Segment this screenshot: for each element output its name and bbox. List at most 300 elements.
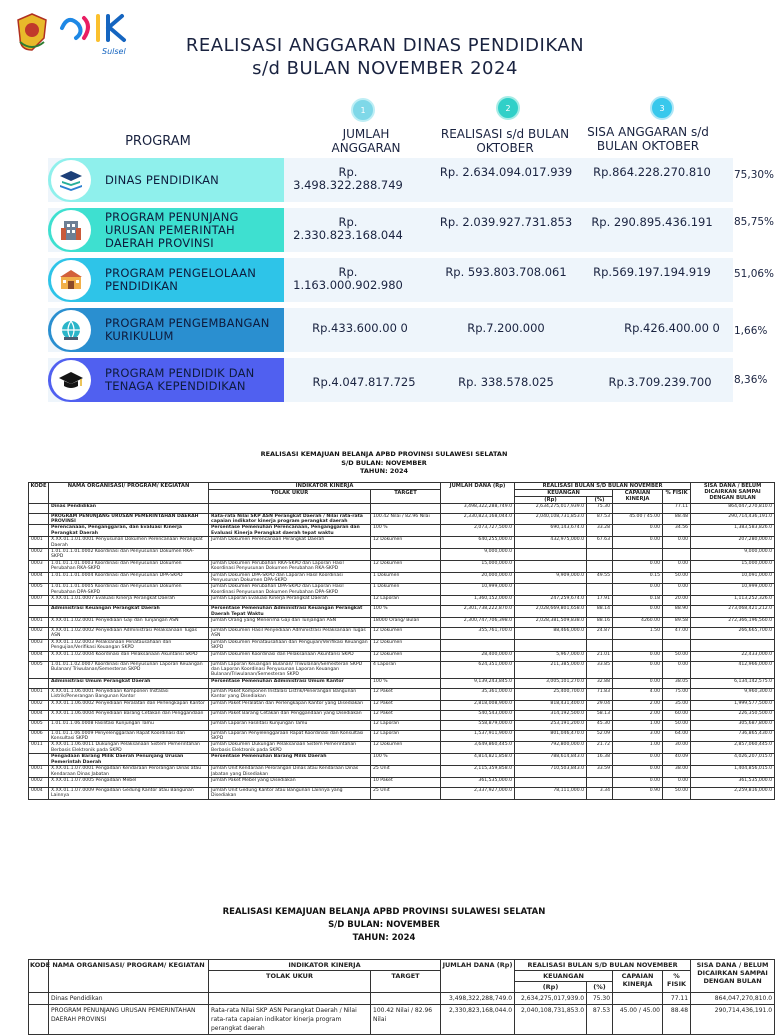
row-capaian: 0.00 <box>613 537 663 549</box>
row-realisasi-rp: 253,191,200.0 <box>515 720 587 730</box>
row-capaian: 1.00 <box>613 720 663 730</box>
row-tolak-ukur: Jumlah Dokumen DPA-SKPD dan Laporan Hasil Koordinasi Penyusunan Dokumen DPA-SKPD <box>209 572 371 584</box>
page-title <box>140 34 630 80</box>
program-name: PROGRAM PENGEMBANGAN KURIKULUM <box>105 316 270 343</box>
row-target: 1 Dokumen <box>371 584 441 596</box>
row-jumlah-dana: 9,000,000.0 <box>441 548 515 560</box>
row-tolak-ukur: Jumlah Dokumen Perencanaan Perangkat Daerah <box>209 537 371 549</box>
row-capaian: 3.00 <box>613 730 663 742</box>
row-realisasi-persen: 3.34 <box>587 787 613 799</box>
row-jumlah-dana: 361,535,000.0 <box>441 777 515 787</box>
row-tolak-ukur: Jumlah Paket Barang Cetakan dan Penggandaan yang Disediakan <box>209 710 371 720</box>
row-tolak-ukur: Persentase Pemenuhan Barang Milik Daerah <box>209 754 371 766</box>
table-row <box>29 710 775 720</box>
row-target: 100 % <box>371 606 441 618</box>
row-realisasi-persen: 33.28 <box>587 525 613 537</box>
row-jumlah-dana: 2,337,927,000.0 <box>441 787 515 799</box>
table-row <box>29 700 775 710</box>
report-title <box>0 898 768 945</box>
row-fisik: 0.00 <box>663 584 691 596</box>
row-nama: X.XX.01.1.06.0011 Dukungan Pelaksanaan Sistem Pemerintahan Berbasis Elektronik pada SKPD <box>49 742 209 754</box>
table-row <box>29 584 775 596</box>
row-tolak-ukur: Jumlah Dokumen Dukungan Pelaksanaan Sistem Pemerintahan Berbasis Elektronik pada SKPD <box>209 742 371 754</box>
row-target: 12 Dokumen <box>371 628 441 640</box>
row-sisa: 226,350,500.0 <box>691 710 775 720</box>
row-nama: Administrasi Umum Perangkat Daerah <box>49 678 209 688</box>
row-nama: X.XX.01.1.02.0004 Koordinasi dan Pelaksanaan Akuntansi SKPD <box>49 651 209 661</box>
row-nama: Pengadaan Barang Milik Daerah Penunjang Urusan Pemerintah Daerah <box>49 754 209 766</box>
program-pill-dinas-pendidikan <box>48 158 284 202</box>
row-capaian: 0.00 <box>613 560 663 572</box>
row-nama: Administrasi Keuangan Perangkat Daerah <box>49 606 209 618</box>
row-capaian <box>613 548 663 560</box>
row-realisasi-persen: 71.83 <box>587 688 613 700</box>
row-realisasi-rp <box>515 777 587 787</box>
row-realisasi-rp: 818,431,400.0 <box>515 700 587 710</box>
row-fisik: 0.00 <box>663 661 691 678</box>
program-pill-kurikulum <box>48 308 284 352</box>
row-jumlah-dana: 2,330,823,168,044.0 <box>441 513 515 525</box>
row-target: 12 Paket <box>371 710 441 720</box>
program-name: DINAS PENDIDIKAN <box>105 172 219 187</box>
table-row <box>29 777 775 787</box>
column-header-jumlah: JUMLAH ANGGARAN <box>331 127 401 155</box>
row-realisasi-persen: 52.09 <box>587 730 613 742</box>
header-persen: (%) <box>587 496 613 503</box>
row-fisik: 0.00 <box>663 537 691 549</box>
row-capaian: 4.00 <box>613 688 663 700</box>
row-fisik: 88.90 <box>663 606 691 618</box>
row-nama: X.XX.01.1.06.0002 Penyediaan Peralatan dan Perlengkapan Kantor <box>49 700 209 710</box>
row-sisa: 2,857,060,445.0 <box>691 742 775 754</box>
row-target: 100 % <box>371 525 441 537</box>
row-jumlah-dana: 624,351,000.0 <box>441 661 515 678</box>
row-jumlah-dana: 35,361,000.0 <box>441 688 515 700</box>
realisasi-percent: 1,66% <box>734 325 768 337</box>
row-jumlah-dana <box>441 639 515 651</box>
row-tolak-ukur: Jumlah Laporan Fasilitasi Kunjungan Tamu <box>209 720 371 730</box>
row-capaian: 0.15 <box>613 572 663 584</box>
row-sisa: 22,433,000.0 <box>691 651 775 661</box>
header-rp: (Rp) <box>515 496 587 503</box>
row-tolak-ukur: Jumlah Dokumen Perubahan DPA-SKPD dan Laporan Hasil Koordinasi Penyusunan Dokumen Perubahan DPA-SKPD <box>209 584 371 596</box>
realisasi-value: Rp. 593.803.708.061 <box>445 265 567 279</box>
realisasi-value: Rp. 2.634.094.017.939 <box>439 165 573 179</box>
program-name: PROGRAM PENDIDIK DAN TENAGA KEPENDIDIKAN <box>105 366 255 393</box>
report-title-line-3: TAHUN: 2024 <box>359 467 409 475</box>
row-target: 100 % <box>371 678 441 688</box>
row-sisa: 10,999,000.0 <box>691 584 775 596</box>
header-indikator: INDIKATOR KINERJA <box>209 960 441 971</box>
row-realisasi-rp: 3,005,101,270.0 <box>515 678 587 688</box>
row-sisa: 864,047,270,810.0 <box>691 503 775 513</box>
row-kode: 0002 <box>29 700 49 710</box>
row-kode <box>29 1005 49 1035</box>
row-capaian: 0.00 <box>613 678 663 688</box>
row-tolak-ukur <box>209 993 371 1005</box>
row-realisasi-rp: 788,614,843.0 <box>515 754 587 766</box>
table-row <box>29 596 775 606</box>
row-nama: X.XX.01.1.01.0007 Evaluasi Kinerja Perangkat Daerah <box>49 596 209 606</box>
row-realisasi-rp: 9,909,000.0 <box>515 572 587 584</box>
row-realisasi-persen: 75.30 <box>587 993 613 1005</box>
report-title <box>0 440 768 476</box>
column-header-realisasi: REALISASI s/d BULAN OKTOBER <box>440 127 570 155</box>
row-sisa: 272,366,196,560.0 <box>691 618 775 628</box>
row-realisasi-persen <box>587 639 613 651</box>
row-sisa: 10,091,000.0 <box>691 572 775 584</box>
row-tolak-ukur: Rata-rata Nilai SKP ASN Perangkat Daerah / Nilai rata-rata capaian indikator kinerja program perangkat daerah <box>209 1005 371 1035</box>
table-row <box>29 766 775 778</box>
row-target: 1 Dokumen <box>371 572 441 584</box>
row-realisasi-persen: 45.30 <box>587 720 613 730</box>
row-realisasi-persen: 16.38 <box>587 754 613 766</box>
jumlah-anggaran-value: Rp.4.047.817.725 <box>312 375 416 389</box>
row-realisasi-persen: 17.91 <box>587 596 613 606</box>
header-capaian: CAPAIAN KINERJA <box>613 489 663 503</box>
row-kode: 0001 <box>29 688 49 700</box>
row-target: 12 Dokumen <box>371 537 441 549</box>
row-nama: 1.01.01.1.01.0005 Koordinasi dan Penyusunan Dokumen Perubahan DPA-SKPD <box>49 584 209 596</box>
row-sisa: 290,714,436,191.0 <box>691 1005 775 1035</box>
row-target: 12 Dokumen <box>371 651 441 661</box>
row-fisik: 60.00 <box>663 710 691 720</box>
row-kode: 0004 <box>29 572 49 584</box>
table-row <box>29 787 775 799</box>
header-jumlah-dana: JUMLAH DANA (Rp) <box>441 960 515 993</box>
row-nama: X.XX.01.1.07.0005 Pengadaan Mebel <box>49 777 209 787</box>
row-nama: Dinas Pendidikan <box>49 993 209 1005</box>
header-capaian: CAPAIAN KINERJA <box>613 971 663 993</box>
row-fisik: 38.00 <box>663 766 691 778</box>
row-target <box>371 503 441 513</box>
row-realisasi-rp: 2,028,381,509,838.0 <box>515 618 587 628</box>
row-capaian: 45.00 / 45.00 <box>613 1005 663 1035</box>
row-capaian: 0.00 <box>613 525 663 537</box>
row-fisik: 77.11 <box>663 993 691 1005</box>
row-realisasi-rp: 2,634,275,017,939.0 <box>515 503 587 513</box>
row-capaian: 1.50 <box>613 628 663 640</box>
row-capaian: 0.18 <box>613 596 663 606</box>
jumlah-anggaran-value: Rp.433.600.00 0 <box>312 321 408 335</box>
row-kode <box>29 993 49 1005</box>
school-icon <box>51 260 91 300</box>
sisa-anggaran-value: Rp.569.197.194.919 <box>593 265 711 279</box>
row-tolak-ukur: Persentase Pemenuhan Perencanaan, Penganggaran dan Evaluasi Kinerja Perangkat daerah tepat waktu <box>209 525 371 537</box>
row-jumlah-dana: 540,543,000.0 <box>441 710 515 720</box>
header-fisik: % FISIK <box>663 489 691 503</box>
row-target: 12 Laporan <box>371 596 441 606</box>
header-nama: NAMA ORGANISASI/ PROGRAM/ KEGIATAN <box>49 960 209 993</box>
program-name: PROGRAM PENGELOLAAN PENDIDIKAN <box>105 266 257 293</box>
jumlah-anggaran-value: Rp. 2.330.823.168.044 <box>293 215 403 242</box>
row-realisasi-persen: 58.13 <box>587 710 613 720</box>
row-tolak-ukur: Jumlah Laporan Penyelenggaraan Rapat Koordinasi dan Konsultasi SKPD <box>209 730 371 742</box>
row-nama: PROGRAM PENUNJANG URUSAN PEMERINTAHAN DAERAH PROVINSI <box>49 1005 209 1035</box>
row-kode: 0005 <box>29 661 49 678</box>
row-capaian: 0.90 <box>613 787 663 799</box>
row-jumlah-dana: 2,818,008,900.0 <box>441 700 515 710</box>
row-fisik: 34.56 <box>663 525 691 537</box>
row-tolak-ukur <box>209 503 371 513</box>
table-row <box>29 513 775 525</box>
row-realisasi-persen: 33.85 <box>587 661 613 678</box>
row-nama: 1.01.01.1.01.0003 Koordinasi dan Penyusunan Dokumen Perubahan RKA-SKPD <box>49 560 209 572</box>
row-realisasi-rp <box>515 584 587 596</box>
row-fisik: 40.09 <box>663 754 691 766</box>
report-title-line-1: REALISASI KEMAJUAN BELANJA APBD PROVINSI SULAWESI SELATAN <box>222 907 546 917</box>
row-kode: 0011 <box>29 742 49 754</box>
row-fisik: 35.00 <box>663 700 691 710</box>
row-target: 12 Dokumen <box>371 639 441 651</box>
row-capaian: 4260.00 <box>613 618 663 628</box>
column-1-number: 1 <box>360 105 366 115</box>
row-sisa: 1,999,577,500.0 <box>691 700 775 710</box>
row-fisik: 38.05 <box>663 678 691 688</box>
row-realisasi-persen: 49.55 <box>587 572 613 584</box>
row-jumlah-dana: 2,115,359,858.0 <box>441 766 515 778</box>
program-pill-pengelolaan <box>48 258 284 302</box>
row-kode: 0004 <box>29 787 49 799</box>
row-tolak-ukur: Jumlah Unit Gedung Kantor atau Bangunan Lainnya yang Disediakan <box>209 787 371 799</box>
row-realisasi-rp: 432,975,000.0 <box>515 537 587 549</box>
row-kode: 0003 <box>29 560 49 572</box>
header-keuangan: KEUANGAN <box>515 489 613 496</box>
row-realisasi-rp <box>515 560 587 572</box>
row-kode: 0001 <box>29 537 49 549</box>
program-pill-pendidik <box>48 358 284 402</box>
row-jumlah-dana: 3,649,860,445.0 <box>441 742 515 754</box>
row-capaian: 0.00 <box>613 651 663 661</box>
row-jumlah-dana: 15,000,000.0 <box>441 560 515 572</box>
row-target: 12 Laporan <box>371 730 441 742</box>
column-header-program: PROGRAM <box>125 134 191 149</box>
row-kode: 0001 <box>29 618 49 628</box>
title-line-1: REALISASI ANGGARAN DINAS PENDIDIKAN <box>185 35 585 56</box>
row-target: 100.42 Nilai / 82.96 Nilai <box>371 1005 441 1035</box>
building-icon <box>51 210 91 250</box>
realisasi-value: Rp.7.200.000 <box>467 321 545 335</box>
row-realisasi-persen: 88.16 <box>587 618 613 628</box>
table-row <box>29 1005 775 1035</box>
row-realisasi-rp: 78,111,000.0 <box>515 787 587 799</box>
row-nama: X.XX.01.1.02.0002 Penyediaan Administrasi Pelaksanaan Tugas ASN <box>49 628 209 640</box>
title-line-2: s/d BULAN NOVEMBER 2024 <box>252 58 518 79</box>
row-realisasi-persen: 24.87 <box>587 628 613 640</box>
row-kode <box>29 754 49 766</box>
row-target: 25 Unit <box>371 787 441 799</box>
table-row <box>29 742 775 754</box>
row-jumlah-dana: 2,300,747,706,398.0 <box>441 618 515 628</box>
row-realisasi-persen: 29.04 <box>587 700 613 710</box>
row-nama: Perencanaan, Penganggaran, dan Evaluasi Kinerja Perangkat Daerah <box>49 525 209 537</box>
column-header-sisa: SISA ANGGARAN s/d BULAN OKTOBER <box>587 125 709 153</box>
row-tolak-ukur: Jumlah Orang yang Menerima Gaji dan Tunjangan ASN <box>209 618 371 628</box>
header-target: TARGET <box>371 489 441 503</box>
education-icon <box>51 160 91 200</box>
header-sisa: SISA DANA / BELUM DICAIRKAN SAMPAI DENGAN BULAN <box>691 960 775 993</box>
program-name: PROGRAM PENUNJANG URUSAN PEMERINTAH DAERAH PROVINSI <box>105 209 239 250</box>
row-sisa: 2,259,816,000.0 <box>691 787 775 799</box>
row-kode: 0004 <box>29 651 49 661</box>
row-kode <box>29 503 49 513</box>
row-realisasi-rp: 88,466,000.0 <box>515 628 587 640</box>
row-sisa: 361,535,000.0 <box>691 777 775 787</box>
row-realisasi-rp: 2,634,275,017,939.0 <box>515 993 587 1005</box>
row-fisik: 64.00 <box>663 730 691 742</box>
row-jumlah-dana: 1,537,911,900.0 <box>441 730 515 742</box>
row-target: 12 Dokumen <box>371 742 441 754</box>
realisasi-percent: 8,36% <box>734 374 768 386</box>
table-row <box>29 525 775 537</box>
row-kode: 0002 <box>29 548 49 560</box>
report-section-2 <box>0 898 773 1032</box>
row-jumlah-dana: 20,000,000.0 <box>441 572 515 584</box>
row-nama: X.XX.01.1.06.0004 Penyediaan Barang Cetakan dan Penggandaan <box>49 710 209 720</box>
row-jumlah-dana: 558,879,000.0 <box>441 720 515 730</box>
table-row <box>29 651 775 661</box>
row-realisasi-rp: 690,143,674.0 <box>515 525 587 537</box>
row-sisa: 864,047,270,810.0 <box>691 993 775 1005</box>
row-capaian <box>613 993 663 1005</box>
row-fisik: 77.11 <box>663 503 691 513</box>
row-tolak-ukur: Persentase Pemenuhan Administrasi Keuangan Perangkat Daerah Tepat Waktu <box>209 606 371 618</box>
row-tolak-ukur: Jumlah Dokumen Koordinasi dan Pelaksanaan Akuntansi SKPD <box>209 651 371 661</box>
row-sisa: 736,865,430.0 <box>691 730 775 742</box>
header-realisasi: REALISASI BULAN S/D BULAN NOVEMBER <box>515 960 691 971</box>
row-tolak-ukur: Jumlah Laporan Evaluasi Kinerja Perangkat Daerah <box>209 596 371 606</box>
row-realisasi-persen: 67.63 <box>587 537 613 549</box>
row-realisasi-rp: 801,046,470.0 <box>515 730 587 742</box>
row-realisasi-persen <box>587 584 613 596</box>
row-nama: X.XX.01.1.02.0001 Penyediaan Gaji dan Tunjangan ASN <box>49 618 209 628</box>
row-sisa: 1,404,856,015.0 <box>691 766 775 778</box>
row-nama: X.XX.01.1.02.0003 Pelaksanaan Penatausahaan dan Pengujian/Verifikasi Keuangan SKPD <box>49 639 209 651</box>
header-kode: KODE <box>29 960 49 993</box>
row-kode: 0007 <box>29 596 49 606</box>
row-realisasi-persen: 32.88 <box>587 678 613 688</box>
row-capaian: 1.00 <box>613 742 663 754</box>
table-row <box>29 688 775 700</box>
row-sisa: 305,687,800.0 <box>691 720 775 730</box>
row-capaian: 2.00 <box>613 710 663 720</box>
realisasi-percent: 85,75% <box>734 216 775 228</box>
row-tolak-ukur: Jumlah Paket Komponen Instalasi Listrik/Penerangan Bangunan Kantor yang Disediakan <box>209 688 371 700</box>
realisasi-percent: 51,06% <box>734 268 775 280</box>
report-section-1 <box>0 440 773 910</box>
row-sisa: 290,714,436,191.0 <box>691 513 775 525</box>
row-fisik: 50.00 <box>663 720 691 730</box>
sisa-anggaran-value: Rp.3.709.239.700 <box>608 375 712 389</box>
row-tolak-ukur: Jumlah Paket Peralatan dan Perlengkapan Kantor yang Disediakan <box>209 700 371 710</box>
row-kode <box>29 606 49 618</box>
table-row <box>29 661 775 678</box>
row-tolak-ukur <box>209 548 371 560</box>
row-jumlah-dana: 2,073,727,500.0 <box>441 525 515 537</box>
report-title-line-3: TAHUN: 2024 <box>352 933 416 943</box>
row-target: 12 Laporan <box>371 720 441 730</box>
column-3-number: 3 <box>659 103 665 113</box>
row-sisa: 1,113,252,326.0 <box>691 596 775 606</box>
table-row <box>29 754 775 766</box>
table-row <box>29 720 775 730</box>
program-pill-penunjang <box>48 208 284 252</box>
table-row <box>29 628 775 640</box>
header-rp: (Rp) <box>515 982 587 993</box>
row-tolak-ukur: Jumlah Unit Kendaraan Perorangan Dinas atau Kendaraan Dinas Jabatan yang Disediakan <box>209 766 371 778</box>
row-realisasi-persen: 87.53 <box>587 513 613 525</box>
sisa-anggaran-value: Rp.864.228.270.810 <box>593 165 711 179</box>
budget-report-table <box>28 959 775 1035</box>
row-realisasi-rp: 710,503,843.0 <box>515 766 587 778</box>
row-target: 4 Laporan <box>371 661 441 678</box>
row-fisik: 20.00 <box>663 596 691 606</box>
row-jumlah-dana: 4,814,821,858.0 <box>441 754 515 766</box>
row-realisasi-rp <box>515 639 587 651</box>
row-target <box>371 993 441 1005</box>
row-realisasi-rp: 792,800,000.0 <box>515 742 587 754</box>
row-realisasi-persen: 75.30 <box>587 503 613 513</box>
row-nama: X.XX.01.1.01.0001 Penyusunan Dokumen Perencanaan Perangkat Daerah <box>49 537 209 549</box>
row-realisasi-rp: 25,400,700.0 <box>515 688 587 700</box>
row-fisik: 88.48 <box>663 1005 691 1035</box>
table-row <box>29 560 775 572</box>
row-sisa: 15,000,000.0 <box>691 560 775 572</box>
row-tolak-ukur: Rata-rata Nilai SKP ASN Perangkat Daerah / Nilai rata-rata capaian indikator kinerja program perangkat daerah <box>209 513 371 525</box>
row-jumlah-dana: 3,498,322,288,749.0 <box>441 993 515 1005</box>
row-realisasi-persen: 21.01 <box>587 651 613 661</box>
header-target: TARGET <box>371 971 441 993</box>
row-realisasi-persen <box>587 548 613 560</box>
row-nama: X.XX.01.1.07.0009 Pengadaan Gedung Kantor atau Bangunan Lainnya <box>49 787 209 799</box>
row-kode: 0004 <box>29 710 49 720</box>
row-sisa: 266,665,700.0 <box>691 628 775 640</box>
row-realisasi-persen: 88.14 <box>587 606 613 618</box>
row-sisa: 6,134,142,575.0 <box>691 678 775 688</box>
sisa-anggaran-value: Rp.426.400.00 0 <box>624 321 720 335</box>
row-sisa: 9,960,300.0 <box>691 688 775 700</box>
column-2-number: 2 <box>505 103 511 113</box>
header-realisasi: REALISASI BULAN S/D BULAN NOVEMBER <box>515 482 691 489</box>
globe-icon <box>51 310 91 350</box>
row-nama: X.XX.01.1.07.0001 Pengadaan Kendaraan Perorangan Dinas atau Kendaraan Dinas Jabatan <box>49 766 209 778</box>
row-jumlah-dana: 28,400,000.0 <box>441 651 515 661</box>
header-keuangan: KEUANGAN <box>515 971 613 982</box>
budget-infographic <box>0 0 775 430</box>
row-fisik: 89.58 <box>663 618 691 628</box>
header-kode: KODE <box>29 482 49 503</box>
row-fisik: 0.00 <box>663 777 691 787</box>
row-nama: 1.01.01.1.01.0004 Koordinasi dan Penyusunan DPA-SKPD <box>49 572 209 584</box>
row-fisik: 50.00 <box>663 787 691 799</box>
realisasi-value: Rp. 2.039.927.731.853 <box>439 215 573 229</box>
row-capaian: 0.00 <box>613 766 663 778</box>
row-kode: 0002 <box>29 777 49 787</box>
realisasi-percent: 75,30% <box>734 169 775 181</box>
row-jumlah-dana: 640,255,000.0 <box>441 537 515 549</box>
budget-report-table <box>28 482 775 800</box>
row-capaian: 45.00 / 45.00 <box>613 513 663 525</box>
report-title-line-1: REALISASI KEMAJUAN BELANJA APBD PROVINSI SULAWESI SELATAN <box>260 450 508 458</box>
row-kode: 0003 <box>29 639 49 651</box>
svg-text:Sulsel: Sulsel <box>102 47 126 56</box>
row-jumlah-dana: 1,360,152,000.0 <box>441 596 515 606</box>
row-nama: 1.01.01.1.01.0002 Koordinasi dan Penyusunan Dokumen RKA-SKPD <box>49 548 209 560</box>
row-target: 12 Dokumen <box>371 560 441 572</box>
row-kode <box>29 525 49 537</box>
row-fisik <box>663 548 691 560</box>
report-title-line-2: S/D BULAN: NOVEMBER <box>328 920 440 930</box>
